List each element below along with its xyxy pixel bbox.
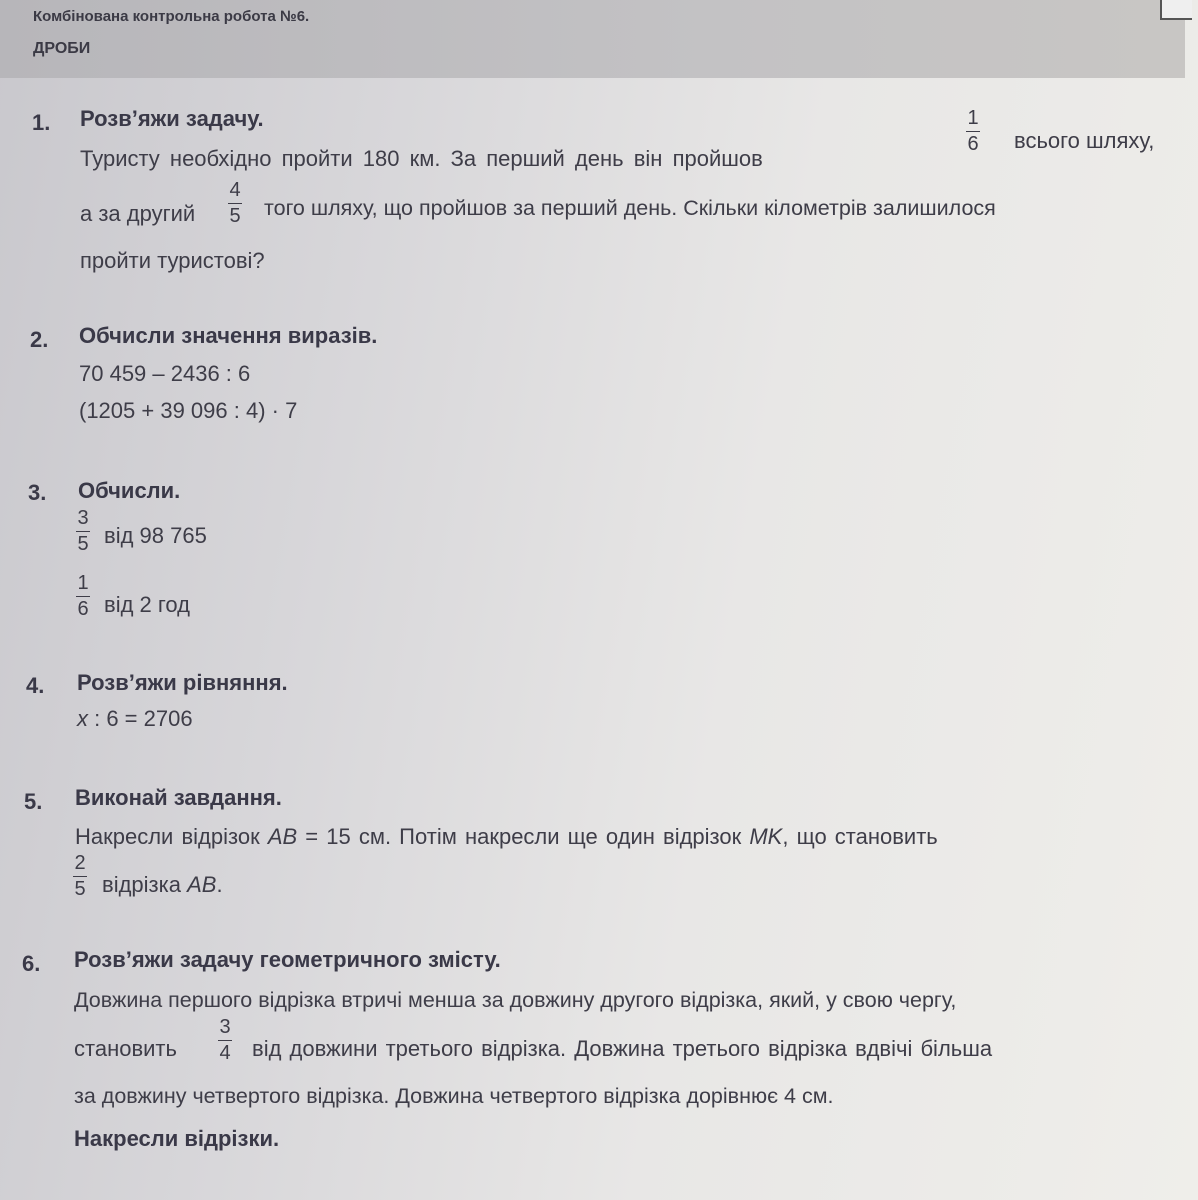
task1-fraction-1 xyxy=(966,108,980,155)
equation-rest: : 6 = 2706 xyxy=(88,706,193,731)
task4-equation xyxy=(77,706,193,732)
fraction-denominator: 5 xyxy=(229,205,241,227)
task5-line1-a: Накресли відрізок xyxy=(75,824,268,849)
corner-box xyxy=(1160,0,1192,20)
task4-number: 4. xyxy=(26,673,45,698)
fraction-numerator: 3 xyxy=(219,1016,231,1038)
task1-line3: пройти туристові? xyxy=(80,248,265,273)
fraction-denominator: 6 xyxy=(967,133,979,155)
page-header xyxy=(0,0,1185,78)
task1-line1: Туристу необхідно пройти 180 км. За перший день він пройшов xyxy=(80,146,763,171)
task6-final: Накресли відрізки. xyxy=(74,1126,280,1151)
fraction-numerator: 1 xyxy=(967,107,979,129)
fraction-numerator: 2 xyxy=(74,852,86,874)
task2-expression-2: (1205 + 39 096 : 4) · 7 xyxy=(79,398,298,423)
task2-expression-1: 70 459 – 2436 : 6 xyxy=(79,361,251,386)
header-subtitle: ДРОБИ xyxy=(33,40,91,57)
fraction-bar xyxy=(73,876,87,877)
fraction-bar xyxy=(76,596,90,597)
task1-fraction-2 xyxy=(228,180,242,227)
task3-item1-text: від 98 765 xyxy=(104,523,207,548)
task3-fraction-1 xyxy=(76,508,90,555)
segment-ab-2: AB xyxy=(187,872,217,897)
task5-fraction xyxy=(73,853,87,900)
task6-line2-end: від довжини третього відрізка. Довжина третього відрізка вдвічі більша xyxy=(252,1036,993,1061)
task1-line1-end: всього шляху, xyxy=(1014,128,1155,153)
task5-line1-b: = 15 см. Потім накресли ще один відрізок xyxy=(297,824,750,849)
task2-number: 2. xyxy=(30,327,49,352)
equation-variable: x xyxy=(77,706,88,731)
task4-heading: Розв’яжи рівняння. xyxy=(77,670,288,695)
task1-line2-start: а за другий xyxy=(80,201,196,226)
task6-number: 6. xyxy=(22,951,41,976)
task6-line2-start: становить xyxy=(74,1036,177,1061)
task5-line1-c: , що становить xyxy=(782,824,938,849)
fraction-bar xyxy=(218,1040,232,1041)
task3-number: 3. xyxy=(28,480,47,505)
fraction-denominator: 6 xyxy=(77,598,89,620)
fraction-numerator: 4 xyxy=(229,179,241,201)
task5-number: 5. xyxy=(24,789,43,814)
fraction-denominator: 4 xyxy=(219,1042,231,1064)
fraction-bar xyxy=(76,531,90,532)
segment-mk: MK xyxy=(749,824,783,849)
task1-line2-end: того шляху, що пройшов за перший день. Скільки кілометрів залишилося xyxy=(264,196,996,220)
task6-fraction xyxy=(218,1017,232,1064)
task3-item2-text: від 2 год xyxy=(104,592,191,617)
fraction-bar xyxy=(966,131,980,132)
fraction-denominator: 5 xyxy=(77,533,89,555)
task5-line2-a: відрізка xyxy=(102,872,188,897)
task6-heading: Розв’яжи задачу геометричного змісту. xyxy=(74,947,501,972)
fraction-numerator: 3 xyxy=(77,507,89,529)
task1-heading: Розв’яжи задачу. xyxy=(80,106,264,131)
task2-heading: Обчисли значення виразів. xyxy=(79,323,378,348)
task5-heading: Виконай завдання. xyxy=(75,785,282,810)
task1-number: 1. xyxy=(32,110,51,135)
fraction-denominator: 5 xyxy=(74,878,86,900)
task6-line3: за довжину четвертого відрізка. Довжина четвертого відрізка дорівнює 4 см. xyxy=(74,1084,834,1108)
fraction-numerator: 1 xyxy=(77,572,89,594)
task5-line2-b: . xyxy=(216,872,223,897)
task3-heading: Обчисли. xyxy=(78,478,181,503)
header-title: Комбінована контрольна робота №6. xyxy=(33,8,310,25)
task5-line2 xyxy=(102,872,223,898)
segment-ab: AB xyxy=(267,824,298,849)
task5-line1 xyxy=(75,824,938,850)
fraction-bar xyxy=(228,203,242,204)
task3-fraction-2 xyxy=(76,573,90,620)
task6-line1: Довжина першого відрізка втричі менша за довжину другого відрізка, який, у свою чергу, xyxy=(74,988,957,1012)
